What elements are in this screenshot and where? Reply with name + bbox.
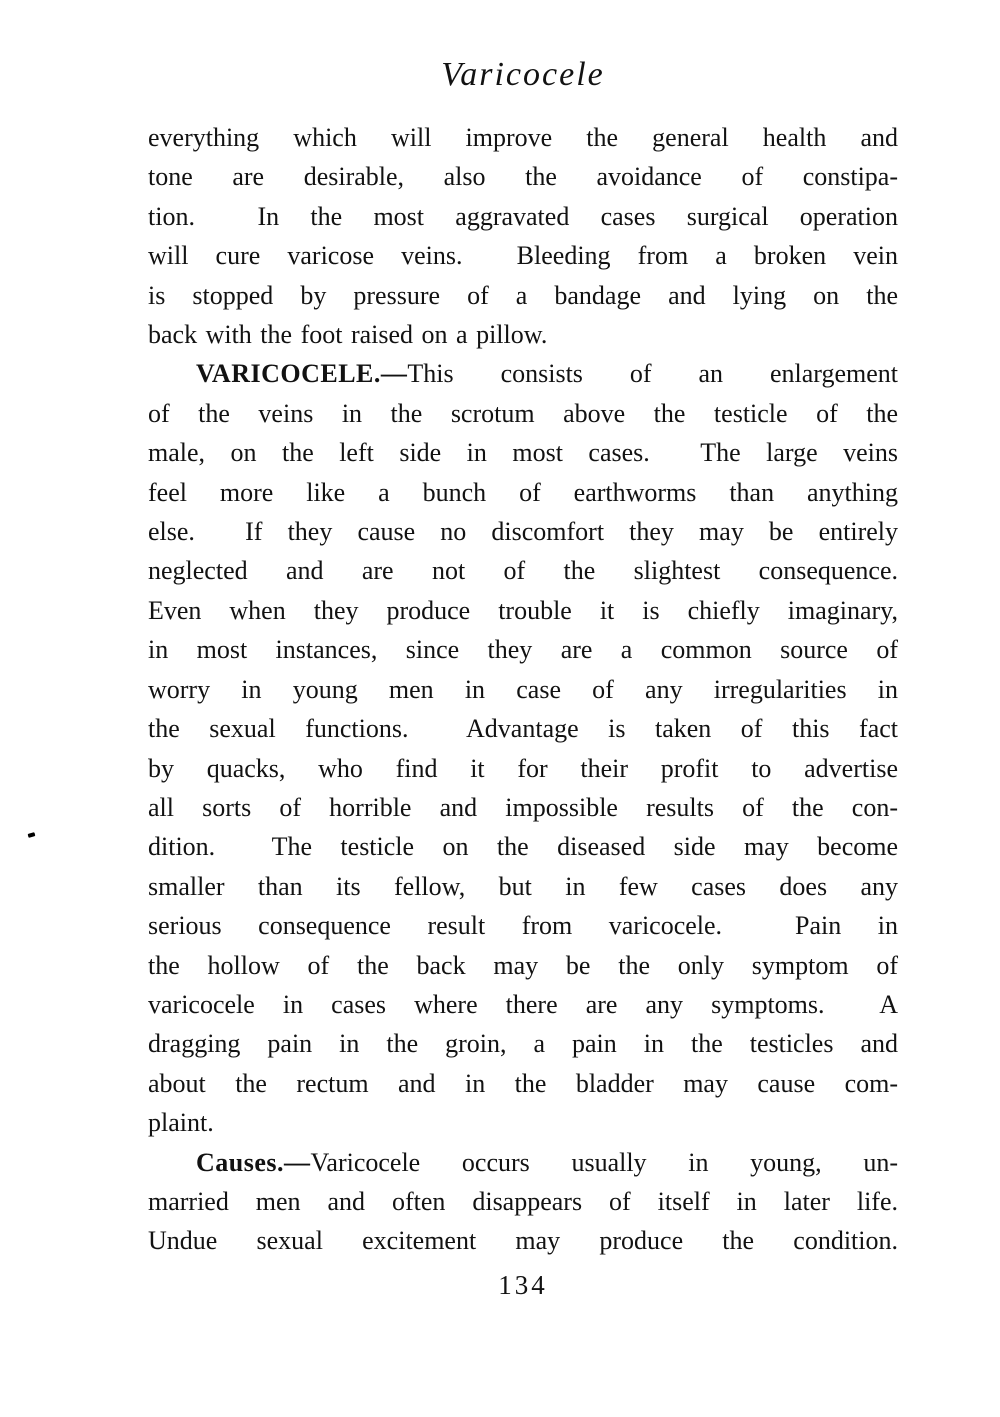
page-number: 134: [498, 1270, 548, 1300]
text-line: [148, 354, 898, 393]
text-line: married men and often disappears of itself in later life.: [148, 1186, 898, 1216]
text-line: everything which will improve the general health and: [148, 123, 898, 152]
text-line: [148, 1143, 898, 1182]
em-dash: —: [284, 1147, 311, 1177]
paragraph-lines: [148, 394, 898, 1143]
text-run: Varicocele occurs usually in young, un-: [310, 1147, 898, 1177]
section-heading: VARICOCELE.: [196, 359, 381, 389]
text-line: of the veins in the scrotum above the testicle of the: [148, 398, 898, 428]
text-line: about the rectum and in the bladder may cause com-: [148, 1068, 898, 1098]
text-line: dition. The testicle on the diseased side may become: [148, 832, 898, 862]
paragraph-continuation: [148, 118, 898, 354]
text-line: feel more like a bunch of earthworms than anything: [148, 477, 898, 507]
em-dash: —: [380, 359, 408, 389]
text-line: back with the foot raised on a pillow.: [148, 320, 548, 350]
ink-speck: [28, 832, 36, 838]
text-line: the hollow of the back may be the only symptom of: [148, 950, 898, 980]
text-line: male, on the left side in most cases. The large veins: [148, 438, 898, 468]
text-line: Even when they produce trouble it is chiefly imaginary,: [148, 595, 898, 625]
text-line: Undue sexual excitement may produce the condition.: [148, 1226, 898, 1256]
text-line: the sexual functions. Advantage is taken of this fact: [148, 714, 898, 744]
text-line: varicocele in cases where there are any symptoms. A: [148, 989, 898, 1019]
text-line: by quacks, who find it for their profit to advertise: [148, 753, 898, 783]
text-line: neglected and are not of the slightest consequence.: [148, 556, 898, 586]
text-line: dragging pain in the groin, a pain in the testicles and: [148, 1029, 898, 1059]
paragraph-lines: [148, 1182, 898, 1261]
text-line: plaint.: [148, 1108, 214, 1138]
text-line: tone are desirable, also the avoidance of constipa-: [148, 162, 898, 192]
text-line: is stopped by pressure of a bandage and lying on the: [148, 280, 898, 310]
paragraph-causes: [148, 1143, 898, 1261]
text-line: serious consequence result from varicocele. Pain in: [148, 911, 898, 941]
text-run: This consists of an enlargement: [407, 359, 898, 389]
text-line: worry in young men in case of any irregularities in: [148, 674, 898, 704]
text-line: in most instances, since they are a common source of: [148, 635, 898, 665]
text-line: smaller than its fellow, but in few cases does any: [148, 871, 898, 901]
text-line: else. If they cause no discomfort they may be entirely: [148, 517, 898, 547]
running-head: Varicocele: [441, 56, 605, 93]
text-line: will cure varicose veins. Bleeding from a broken vein: [148, 241, 898, 271]
paragraph-lines: [148, 118, 898, 354]
text-line: all sorts of horrible and impossible results of the con-: [148, 792, 898, 822]
section-heading: Causes.: [196, 1147, 285, 1177]
text-line: tion. In the most aggravated cases surgical operation: [148, 201, 898, 231]
text-block: [148, 118, 898, 1261]
paragraph-varicocele: [148, 354, 898, 1142]
